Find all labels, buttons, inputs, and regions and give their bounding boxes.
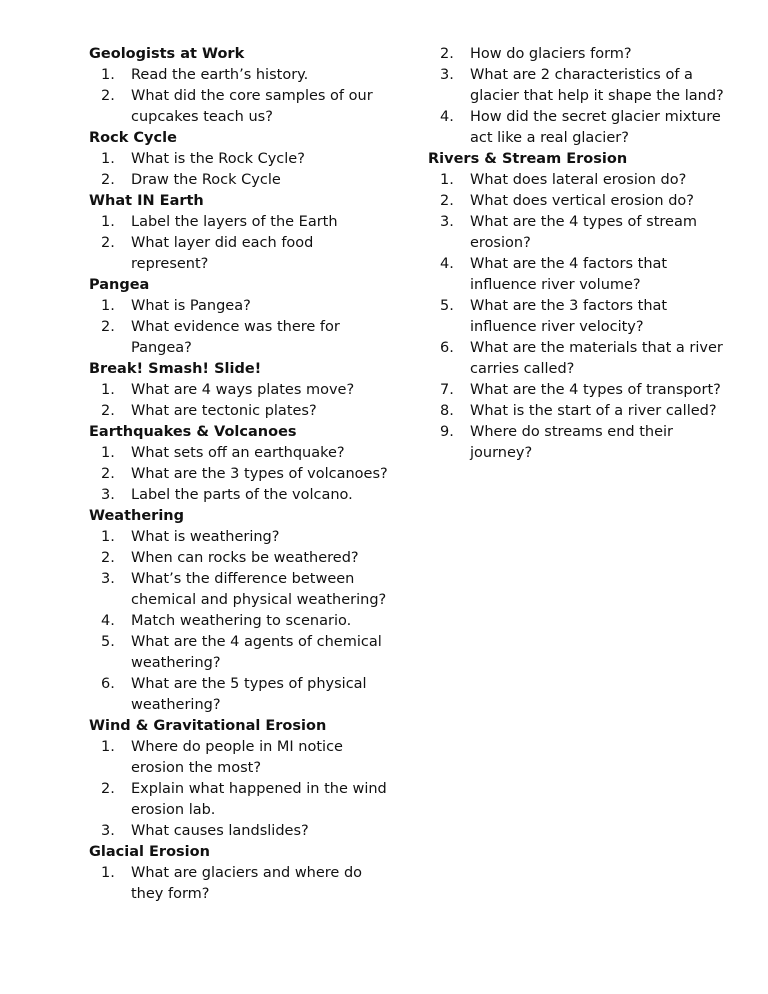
section-continued bbox=[428, 44, 728, 149]
question-number: 4. bbox=[440, 256, 454, 272]
question-item bbox=[89, 380, 389, 401]
section-title: Wind & Gravitational Erosion bbox=[89, 718, 327, 734]
question-text: What are 4 ways plates move? bbox=[131, 382, 355, 398]
question-text: What did the core samples of our cupcakes teach us? bbox=[131, 88, 373, 125]
question-text: What are the 4 factors that influence river volume? bbox=[470, 256, 668, 293]
section-what-in-earth bbox=[89, 191, 389, 275]
question-number: 2. bbox=[101, 235, 115, 251]
question-item bbox=[89, 317, 389, 359]
question-item bbox=[89, 632, 389, 674]
section-break-smash-slide bbox=[89, 359, 389, 422]
section-rock-cycle bbox=[89, 128, 389, 191]
question-text: What’s the difference between chemical and physical weathering? bbox=[131, 571, 387, 608]
question-number: 1. bbox=[440, 172, 454, 188]
question-list bbox=[89, 212, 389, 275]
question-number: 6. bbox=[440, 340, 454, 356]
question-number: 1. bbox=[101, 445, 115, 461]
question-item bbox=[89, 464, 389, 485]
question-list bbox=[428, 44, 728, 149]
question-item bbox=[89, 779, 389, 821]
question-item bbox=[89, 233, 389, 275]
question-item bbox=[89, 86, 389, 128]
right-column bbox=[428, 44, 728, 464]
question-text: What is the Rock Cycle? bbox=[131, 151, 305, 167]
question-number: 1. bbox=[101, 298, 115, 314]
question-text: What layer did each food represent? bbox=[131, 235, 314, 272]
question-item bbox=[428, 422, 728, 464]
question-number: 1. bbox=[101, 739, 115, 755]
question-item bbox=[89, 548, 389, 569]
question-item bbox=[428, 191, 728, 212]
question-item bbox=[89, 65, 389, 86]
question-number: 4. bbox=[101, 613, 115, 629]
question-number: 1. bbox=[101, 67, 115, 83]
question-item bbox=[89, 569, 389, 611]
left-column bbox=[89, 44, 389, 905]
section-title: Glacial Erosion bbox=[89, 844, 210, 860]
question-text: What are the 3 factors that influence river velocity? bbox=[470, 298, 668, 335]
question-text: What sets off an earthquake? bbox=[131, 445, 345, 461]
question-item bbox=[428, 107, 728, 149]
question-item bbox=[89, 674, 389, 716]
question-number: 2. bbox=[101, 403, 115, 419]
question-number: 3. bbox=[101, 823, 115, 839]
question-text: How did the secret glacier mixture act like a real glacier? bbox=[470, 109, 721, 146]
question-item bbox=[428, 296, 728, 338]
question-item bbox=[89, 863, 389, 905]
question-item bbox=[428, 170, 728, 191]
question-item bbox=[89, 527, 389, 548]
question-list bbox=[89, 296, 389, 359]
question-number: 1. bbox=[101, 529, 115, 545]
question-text: What is weathering? bbox=[131, 529, 280, 545]
question-text: Label the parts of the volcano. bbox=[131, 487, 353, 503]
question-number: 9. bbox=[440, 424, 454, 440]
question-item bbox=[89, 611, 389, 632]
question-number: 2. bbox=[440, 193, 454, 209]
question-item bbox=[428, 44, 728, 65]
question-text: What does vertical erosion do? bbox=[470, 193, 694, 209]
question-item bbox=[428, 401, 728, 422]
question-text: Label the layers of the Earth bbox=[131, 214, 338, 230]
question-number: 3. bbox=[101, 487, 115, 503]
section-title: Rock Cycle bbox=[89, 130, 177, 146]
section-wind-gravitational-erosion bbox=[89, 716, 389, 842]
section-title: Earthquakes & Volcanoes bbox=[89, 424, 297, 440]
question-number: 1. bbox=[101, 382, 115, 398]
question-text: What are glaciers and where do they form? bbox=[131, 865, 363, 902]
question-number: 7. bbox=[440, 382, 454, 398]
question-list bbox=[89, 149, 389, 191]
question-number: 4. bbox=[440, 109, 454, 125]
question-text: Match weathering to scenario. bbox=[131, 613, 352, 629]
question-item bbox=[428, 380, 728, 401]
question-text: What causes landslides? bbox=[131, 823, 309, 839]
question-item bbox=[89, 212, 389, 233]
question-number: 2. bbox=[101, 319, 115, 335]
question-list bbox=[89, 380, 389, 422]
section-title: Break! Smash! Slide! bbox=[89, 361, 262, 377]
question-number: 6. bbox=[101, 676, 115, 692]
question-text: What is the start of a river called? bbox=[470, 403, 717, 419]
section-title: What IN Earth bbox=[89, 193, 204, 209]
question-text: Where do streams end their journey? bbox=[470, 424, 673, 461]
section-glacial-erosion bbox=[89, 842, 389, 905]
question-item bbox=[428, 212, 728, 254]
question-item bbox=[428, 254, 728, 296]
question-text: Where do people in MI notice erosion the most? bbox=[131, 739, 343, 776]
question-number: 3. bbox=[101, 571, 115, 587]
question-text: What are the 3 types of volcanoes? bbox=[131, 466, 388, 482]
question-text: What is Pangea? bbox=[131, 298, 251, 314]
question-list bbox=[89, 737, 389, 842]
section-title: Rivers & Stream Erosion bbox=[428, 151, 628, 167]
section-earthquakes-volcanoes bbox=[89, 422, 389, 506]
question-text: What does lateral erosion do? bbox=[470, 172, 687, 188]
question-item bbox=[89, 170, 389, 191]
question-list bbox=[89, 443, 389, 506]
section-geologists-at-work bbox=[89, 44, 389, 128]
question-number: 2. bbox=[101, 88, 115, 104]
question-text: What are the 4 types of stream erosion? bbox=[470, 214, 697, 251]
question-item bbox=[89, 485, 389, 506]
section-pangea bbox=[89, 275, 389, 359]
question-text: What are the materials that a river carries called? bbox=[470, 340, 723, 377]
question-number: 2. bbox=[101, 172, 115, 188]
question-number: 3. bbox=[440, 67, 454, 83]
question-text: When can rocks be weathered? bbox=[131, 550, 359, 566]
question-text: How do glaciers form? bbox=[470, 46, 632, 62]
question-list bbox=[89, 65, 389, 128]
question-text: What evidence was there for Pangea? bbox=[131, 319, 340, 356]
question-number: 2. bbox=[101, 466, 115, 482]
question-list bbox=[89, 527, 389, 716]
question-item bbox=[89, 149, 389, 170]
question-item bbox=[89, 443, 389, 464]
question-number: 2. bbox=[440, 46, 454, 62]
question-number: 5. bbox=[101, 634, 115, 650]
question-item bbox=[89, 737, 389, 779]
question-text: What are the 5 types of physical weathering? bbox=[131, 676, 367, 713]
question-item bbox=[428, 338, 728, 380]
question-text: What are 2 characteristics of a glacier that help it shape the land? bbox=[470, 67, 724, 104]
question-text: What are tectonic plates? bbox=[131, 403, 317, 419]
question-item bbox=[428, 65, 728, 107]
question-text: What are the 4 types of transport? bbox=[470, 382, 721, 398]
question-item bbox=[89, 401, 389, 422]
question-number: 8. bbox=[440, 403, 454, 419]
section-weathering bbox=[89, 506, 389, 716]
section-title: Weathering bbox=[89, 508, 185, 524]
question-item bbox=[89, 821, 389, 842]
question-item bbox=[89, 296, 389, 317]
question-number: 5. bbox=[440, 298, 454, 314]
section-title: Geologists at Work bbox=[89, 46, 245, 62]
question-list bbox=[428, 170, 728, 464]
question-text: Draw the Rock Cycle bbox=[131, 172, 281, 188]
question-number: 1. bbox=[101, 151, 115, 167]
question-number: 2. bbox=[101, 781, 115, 797]
section-title: Pangea bbox=[89, 277, 150, 293]
question-text: Explain what happened in the wind erosion lab. bbox=[131, 781, 387, 818]
question-number: 3. bbox=[440, 214, 454, 230]
question-number: 1. bbox=[101, 865, 115, 881]
question-text: Read the earth’s history. bbox=[131, 67, 309, 83]
question-list bbox=[89, 863, 389, 905]
question-number: 1. bbox=[101, 214, 115, 230]
question-number: 2. bbox=[101, 550, 115, 566]
question-text: What are the 4 agents of chemical weathering? bbox=[131, 634, 382, 671]
section-rivers-stream-erosion bbox=[428, 149, 728, 464]
